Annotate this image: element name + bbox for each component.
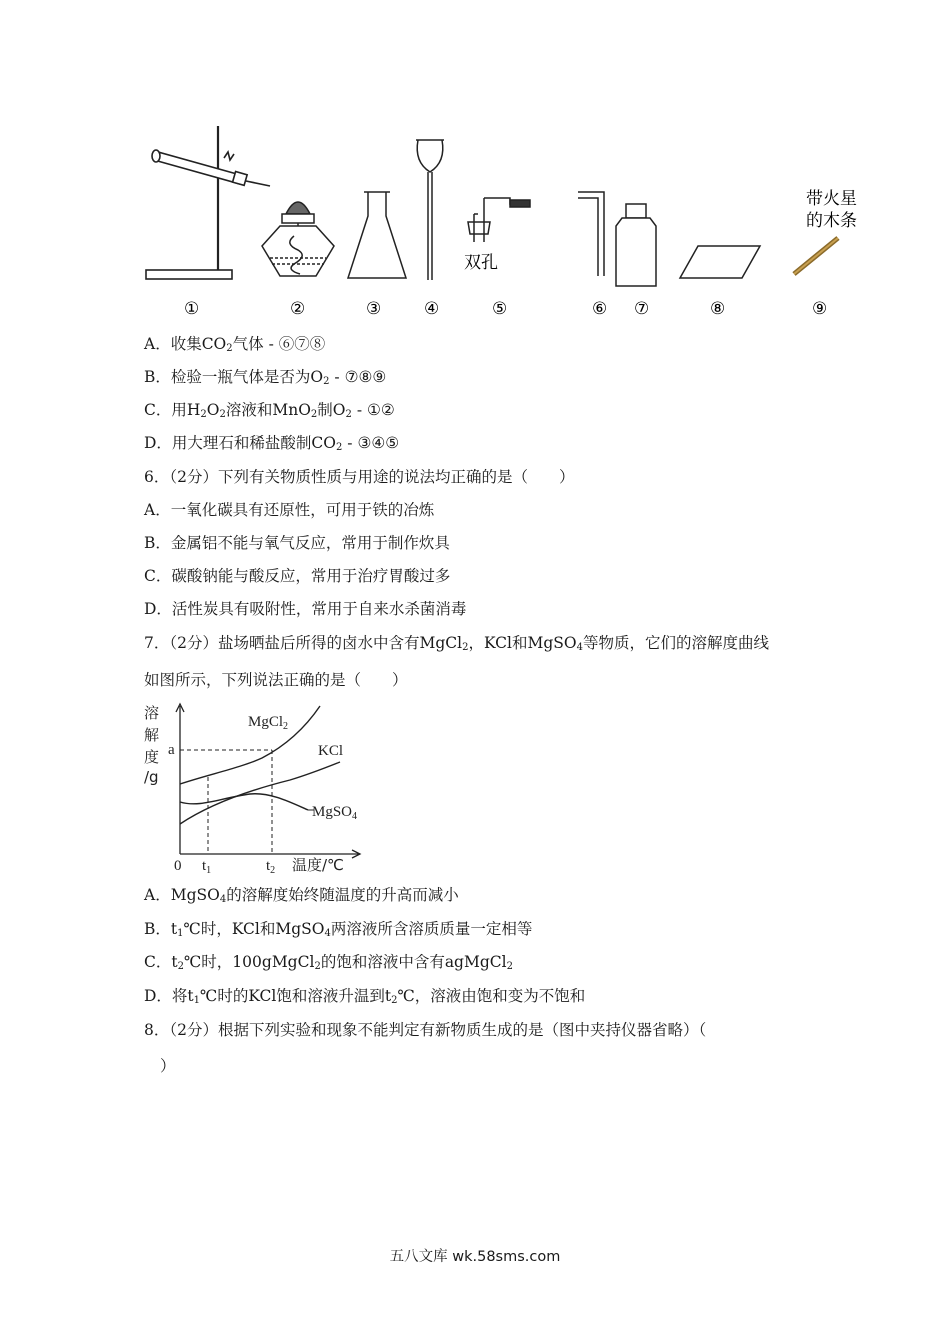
q7-option-c: C．$t_2℃$时，100gMgCl$_2$的饱和溶液中含有agMgCl$_2$	[144, 953, 513, 972]
footer-watermark: 五八文库 wk.58sms.com	[389, 1249, 561, 1265]
q7-option-a: A．MgSO$_4$的溶解度始终随温度的升高而减小	[144, 886, 459, 905]
y-tick-a: a	[168, 742, 175, 758]
ylabel-char-3: 度	[144, 748, 160, 766]
label-1: ①	[184, 299, 200, 318]
q5-option-c: C．用$H_2O_2$溶液和MnO$_2$制$O_2$ - ①②	[144, 401, 395, 420]
stopper-label: 双孔	[464, 253, 498, 273]
apparatus-figure	[130, 118, 860, 318]
splint-label-line2: 的木条	[806, 211, 857, 231]
label-5: ⑤	[492, 299, 508, 318]
series-label-mgso4: MgSO$_4$	[312, 804, 358, 822]
x-tick-t1: $t_1$	[202, 858, 212, 876]
curve-mgso4	[180, 794, 308, 810]
q6-option-c: C．碳酸钠能与酸反应，常用于治疗胃酸过多	[144, 567, 451, 585]
label-8: ⑧	[710, 299, 726, 318]
splint-label-line1: 带火星	[806, 189, 857, 209]
q8-stem: 8．（2分）根据下列实验和现象不能判定有新物质生成的是（图中夹持仪器省略）（	[144, 1021, 707, 1039]
q6-option-b: B．金属铝不能与氧气反应，常用于制作炊具	[144, 534, 450, 552]
q6-stem: 6．（2分）下列有关物质性质与用途的说法均正确的是（ ）	[144, 468, 575, 486]
q7-option-b: B．$t_1℃$时，KCl和MgSO$_4$两溶液所含溶质质量一定相等	[144, 920, 533, 939]
origin-label: 0	[174, 858, 182, 874]
q7-stem-line2: 如图所示，下列说法正确的是（ ）	[144, 671, 408, 689]
label-4: ④	[424, 299, 440, 318]
iron-stand-with-test-tube	[146, 126, 270, 279]
ylabel-char-2: 解	[144, 726, 160, 744]
q6-option-d: D．活性炭具有吸附性，常用于自来水杀菌消毒	[144, 600, 467, 618]
label-9: ⑨	[812, 299, 828, 318]
series-label-kcl: KCl	[318, 743, 344, 759]
q5-option-a: A．收集$CO_2$气体 - ⑥⑦⑧	[144, 335, 326, 354]
q6-option-a: A．一氧化碳具有还原性，可用于铁的冶炼	[144, 501, 435, 519]
gas-collection-bottle	[616, 204, 656, 286]
conical-flask	[348, 192, 406, 278]
ylabel-char-4: /g	[144, 768, 159, 786]
q5-option-b: B．检验一瓶气体是否为$O_2$ - ⑦⑧⑨	[144, 368, 387, 387]
long-neck-funnel	[416, 140, 444, 280]
alcohol-lamp	[262, 202, 334, 276]
q7-stem-line1: 7．（2分）盐场晒盐后所得的卤水中含有MgCl$_2$，KCl和MgSO$_4$等物质，它们的溶解度曲线	[144, 634, 769, 653]
two-hole-stopper	[468, 198, 530, 242]
glowing-splint	[794, 238, 838, 274]
ylabel-char-1: 溶	[144, 704, 160, 722]
guide-lines	[180, 750, 272, 854]
solubility-chart	[140, 698, 380, 878]
label-6: ⑥	[592, 299, 608, 318]
label-3: ③	[366, 299, 382, 318]
q5-option-d: D．用大理石和稀盐酸制$CO_2$ - ③④⑤	[144, 434, 400, 453]
x-axis-label: 温度/℃	[292, 856, 344, 874]
q8-stem-end: ）	[160, 1057, 176, 1075]
q7-option-d: D．将$t_1℃$时的KCl饱和溶液升温到$t_2℃$，溶液由饱和变为不饱和	[144, 987, 586, 1006]
label-2: ②	[290, 299, 306, 318]
series-label-mgcl2: MgCl$_2$	[248, 714, 289, 732]
bent-glass-tube	[578, 192, 604, 276]
apparatus-labels	[184, 299, 827, 318]
label-7: ⑦	[634, 299, 650, 318]
x-tick-t2: $t_2$	[266, 858, 276, 876]
glass-plate	[680, 246, 760, 278]
